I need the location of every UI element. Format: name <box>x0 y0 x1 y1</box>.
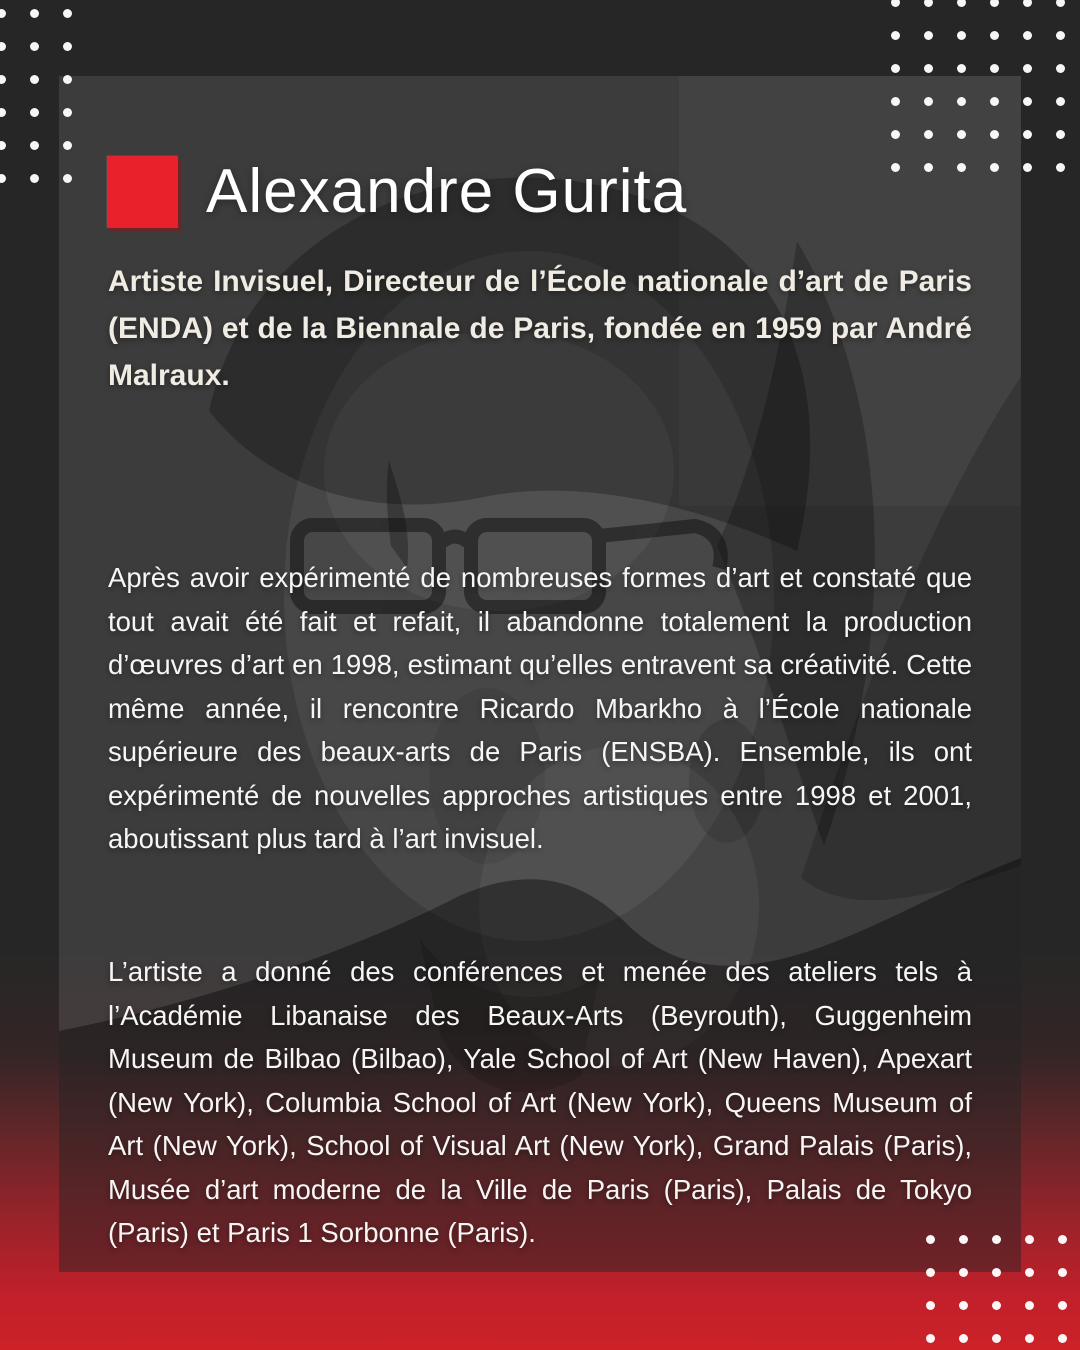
dot <box>63 9 72 18</box>
page-title: Alexandre Gurita <box>206 157 688 226</box>
dot <box>992 1268 1001 1277</box>
dot <box>30 174 39 183</box>
dot <box>992 1301 1001 1310</box>
dot <box>990 0 999 7</box>
dot <box>1025 1301 1034 1310</box>
dot <box>924 97 933 106</box>
dot <box>0 141 6 150</box>
red-square-accent <box>107 156 178 228</box>
dot <box>959 1334 968 1343</box>
dot <box>1056 97 1065 106</box>
dot <box>959 1268 968 1277</box>
dot <box>1058 1235 1067 1244</box>
dot <box>63 108 72 117</box>
dot <box>1056 64 1065 73</box>
dot <box>959 1301 968 1310</box>
dot <box>1056 31 1065 40</box>
dot <box>1025 1235 1034 1244</box>
dot <box>1023 130 1032 139</box>
dot <box>30 108 39 117</box>
dot <box>1023 97 1032 106</box>
intro-text: Artiste Invisuel, Directeur de l’École nationale d’art de Paris (ENDA) et de la Biennale de Paris, fondée en 1959 par André Malraux. <box>108 265 972 392</box>
dot <box>957 31 966 40</box>
dot <box>1023 0 1032 7</box>
dot <box>891 31 900 40</box>
dot <box>926 1301 935 1310</box>
dot <box>0 174 6 183</box>
dot-pattern-top-left <box>0 9 72 183</box>
dot <box>1023 31 1032 40</box>
dot <box>924 130 933 139</box>
dot <box>0 9 6 18</box>
dot <box>924 64 933 73</box>
dot <box>1023 64 1032 73</box>
dot <box>1058 1334 1067 1343</box>
dot <box>1056 130 1065 139</box>
dot <box>924 0 933 7</box>
dot <box>0 42 6 51</box>
dot <box>957 0 966 7</box>
dot <box>1056 0 1065 7</box>
dot <box>990 64 999 73</box>
dot <box>63 141 72 150</box>
dot <box>1056 163 1065 172</box>
dot <box>957 130 966 139</box>
dot <box>30 141 39 150</box>
dot <box>926 1334 935 1343</box>
dot <box>1025 1334 1034 1343</box>
bio-paragraph-2: L’artiste a donné des conférences et menée des ateliers tels à l’Académie Libanaise des Beaux-Arts (Beyrouth), Guggenheim Museum de Bilbao (Bilbao), Yale School of Art (New Haven), Apexart (New York), Columbia School of Art (New York), Queens Museum of Art (New York), School of Visual Art (New York), Grand Palais (Paris), Musée d’art moderne de la Ville de Paris (Paris), Palais de Tokyo (Paris) et Paris 1 Sorbonne (Paris). <box>108 956 972 1248</box>
dot <box>992 1235 1001 1244</box>
dot <box>891 130 900 139</box>
dot <box>0 75 6 84</box>
dot <box>926 1268 935 1277</box>
dot <box>891 64 900 73</box>
dot <box>63 75 72 84</box>
dot <box>63 174 72 183</box>
dot <box>1058 1301 1067 1310</box>
dot <box>990 97 999 106</box>
dot <box>1058 1268 1067 1277</box>
dot <box>891 97 900 106</box>
dot <box>30 75 39 84</box>
dot <box>990 31 999 40</box>
bio-paragraph-1: Après avoir expérimenté de nombreuses formes d’art et constaté que tout avait été fait et refait, il abandonne totalement la production d’œuvres d’art en 1998, estimant qu’elles entravent sa créativité. Cette même année, il rencontre Ricardo Mbarkho à l’École nationale supérieure des beaux-arts de Paris (ENSBA). Ensemble, ils ont expérimenté de nouvelles approches artistiques entre 1998 et 2001, aboutissant plus tard à l’art invisuel. <box>108 562 972 854</box>
dot <box>990 130 999 139</box>
dot <box>957 97 966 106</box>
dot <box>957 64 966 73</box>
dot <box>992 1334 1001 1343</box>
dot <box>891 0 900 7</box>
dot <box>924 31 933 40</box>
dot <box>30 9 39 18</box>
dot <box>63 42 72 51</box>
dot <box>30 42 39 51</box>
dot <box>1025 1268 1034 1277</box>
dot-pattern-top-right <box>891 0 1065 172</box>
dot <box>0 108 6 117</box>
